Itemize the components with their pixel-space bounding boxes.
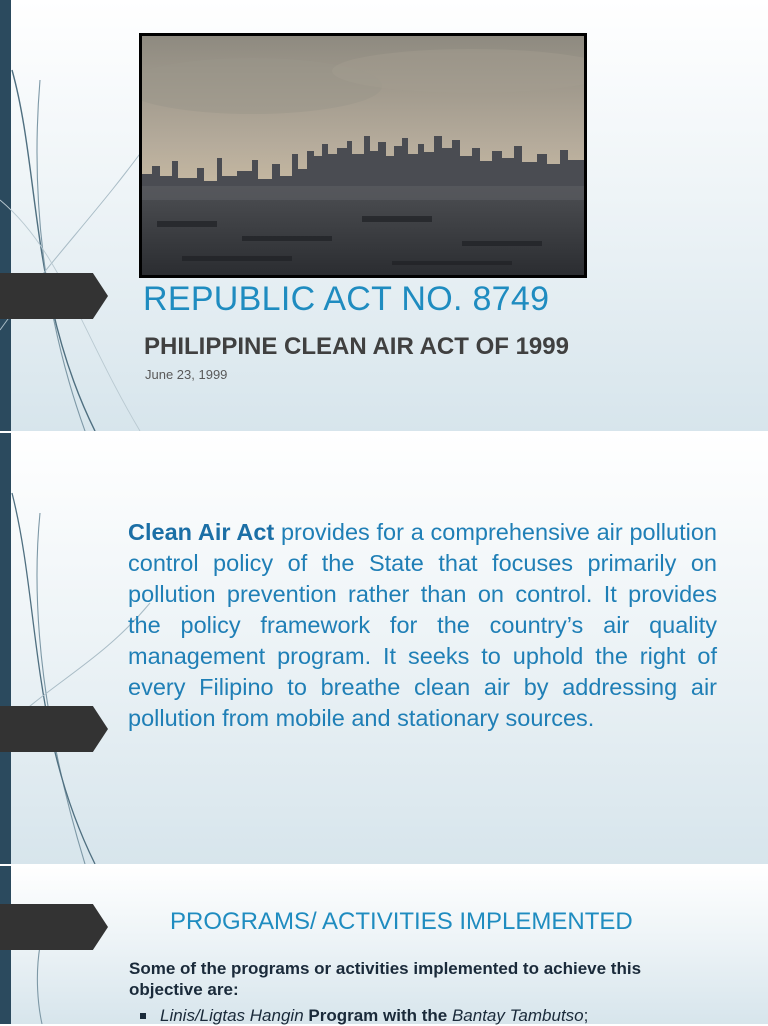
paragraph-body: provides for a comprehensive air pollution control policy of the State that focuses primarily on pollution prevention rather than on control. It provides the policy framework for the country’s air quality management program. It seeks to uphold the right of every Filipino to breathe clean air by addressing air pollution from mobile and stationary sources. — [128, 519, 717, 731]
bullet-marker-icon — [140, 1013, 146, 1019]
paragraph-bold-lead: Clean Air Act — [128, 519, 275, 545]
slide-title: REPUBLIC ACT NO. 8749 — [143, 280, 550, 318]
smog-city-image — [142, 36, 584, 275]
slide-3 — [0, 866, 768, 1024]
section-lead-text: Some of the programs or activities implemented to achieve this objective are: — [129, 959, 642, 999]
header-chevron — [0, 273, 108, 319]
header-chevron — [0, 706, 108, 752]
bullet-item — [160, 1006, 588, 1026]
bullet-italic-text-2: Bantay Tambutso — [451, 1006, 584, 1025]
bullet-bold-text: Program with the — [303, 1006, 452, 1025]
section-title: PROGRAMS/ ACTIVITIES IMPLEMENTED — [170, 908, 633, 935]
date-label: June 23, 1999 — [145, 367, 228, 382]
header-chevron — [0, 904, 108, 950]
slide-subtitle: PHILIPPINE CLEAN AIR ACT OF 1999 — [144, 333, 569, 360]
bullet-end-text: ; — [583, 1006, 589, 1025]
definition-paragraph — [128, 517, 717, 734]
decorative-curves — [0, 0, 160, 431]
city-skyline-photo — [139, 33, 587, 278]
bullet-italic-text: Linis/Ligtas Hangin — [160, 1006, 304, 1025]
